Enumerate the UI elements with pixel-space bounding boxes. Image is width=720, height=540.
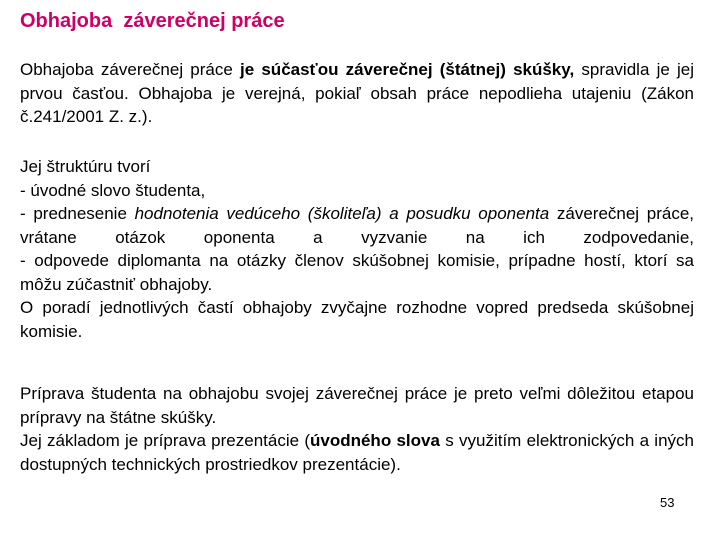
- preparation-presentation: [20, 429, 694, 476]
- slide-title: Obhajoba záverečnej práce: [20, 10, 285, 32]
- paragraph-preparation: [20, 382, 694, 476]
- presentation-bold: úvodného slova: [309, 431, 440, 450]
- evaluation-text: - prednesenie: [20, 204, 135, 223]
- defense-intro-rest: spravidla je jej prvou časťou. Obhajoba je verejná, pokiaľ obsah práce nepodlieha utajeniu (Zákon č.241/2001 Z. z.).: [20, 60, 694, 126]
- defense-intro-text: Obhajoba záverečnej práce: [20, 60, 240, 79]
- evaluation-rest: záverečnej práce, vrátane otázok oponenta a vyzvanie na ich zodpovedanie,: [20, 204, 695, 247]
- structure-item-evaluation: [20, 202, 694, 249]
- paragraph-structure: [20, 155, 694, 343]
- preparation-importance: Príprava študenta na obhajobu svojej záverečnej práce je preto veľmi dôležitou etapou prípravy na štátne skúšky.: [20, 384, 694, 427]
- structure-item-answers: - odpovede diplomanta na otázky členov skúšobnej komisie, prípadne hostí, ktorí sa môžu zúčastniť obhajoby.: [20, 251, 694, 294]
- presentation-text: Jej základom je príprava prezentácie (: [20, 431, 310, 450]
- structure-order-note: O poradí jednotlivých častí obhajoby zvyčajne rozhodne vopred predseda skúšobnej komisie.: [20, 298, 694, 341]
- presentation-rest: s využitím elektronických a iných dostupných technických prostriedkov prezentácie).: [20, 431, 694, 474]
- defense-intro-bold: je súčasťou záverečnej (štátnej) skúšky,: [240, 60, 575, 79]
- structure-item-student-speech: - úvodné slovo študenta,: [20, 180, 206, 200]
- paragraph-defense-intro: [20, 58, 694, 129]
- evaluation-italic: hodnotenia vedúceho (školiteľa) a posudku oponenta: [134, 204, 550, 223]
- page-number: 53: [660, 495, 675, 510]
- structure-intro: Jej štruktúru tvorí: [20, 157, 151, 176]
